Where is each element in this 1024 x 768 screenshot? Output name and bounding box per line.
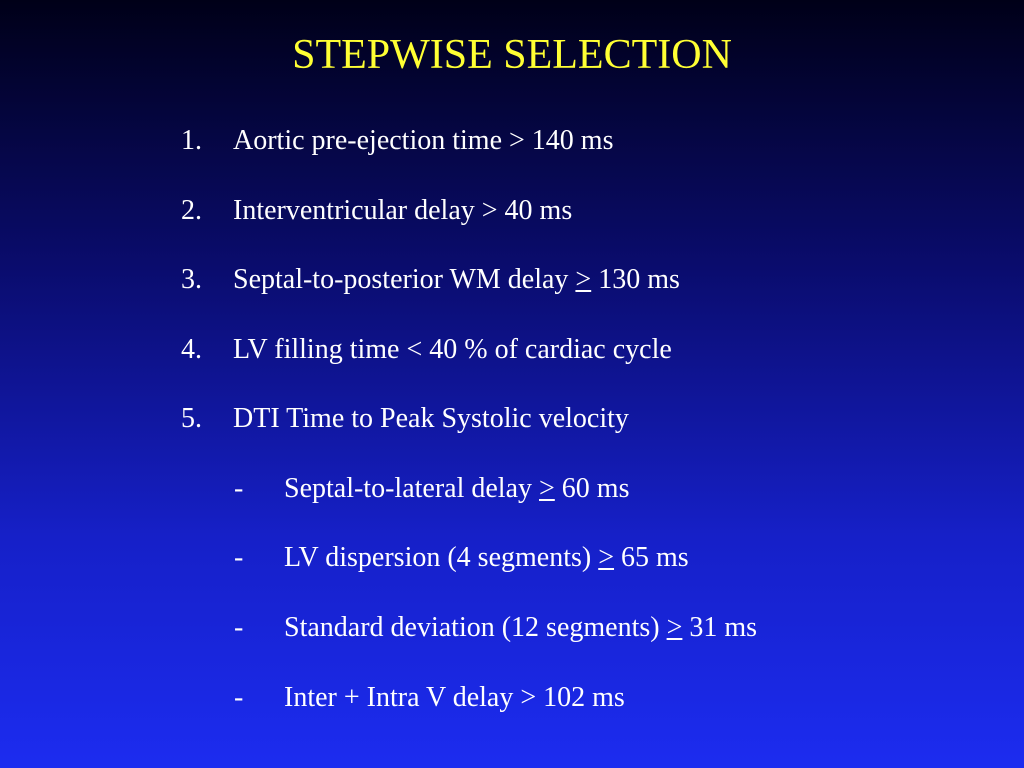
sub-list-marker: -: [234, 612, 244, 643]
list-item-text: Septal-to-posterior WM delay > 130 ms: [233, 264, 680, 295]
list-item-text: LV filling time < 40 % of cardiac cycle: [233, 334, 672, 365]
list-marker: 1.: [181, 125, 202, 156]
sub-list-marker: -: [234, 682, 244, 713]
list-marker: 2.: [181, 195, 202, 226]
sub-list-marker: -: [234, 473, 244, 504]
list-item-text: Aortic pre-ejection time > 140 ms: [233, 125, 614, 156]
sub-list-item-text: Inter + Intra V delay > 102 ms: [284, 682, 625, 713]
slide-title: STEPWISE SELECTION: [292, 32, 732, 78]
sub-list-item-text: LV dispersion (4 segments) > 65 ms: [284, 542, 689, 573]
list-item-text: DTI Time to Peak Systolic velocity: [233, 403, 629, 434]
sub-list-marker: -: [234, 542, 244, 573]
sub-list-item-text: Septal-to-lateral delay > 60 ms: [284, 473, 630, 504]
list-marker: 4.: [181, 334, 202, 365]
list-marker: 3.: [181, 264, 202, 295]
sub-list-item-text: Standard deviation (12 segments) > 31 ms: [284, 612, 758, 643]
list-item-text: Interventricular delay > 40 ms: [233, 195, 573, 226]
list-marker: 5.: [181, 403, 202, 434]
